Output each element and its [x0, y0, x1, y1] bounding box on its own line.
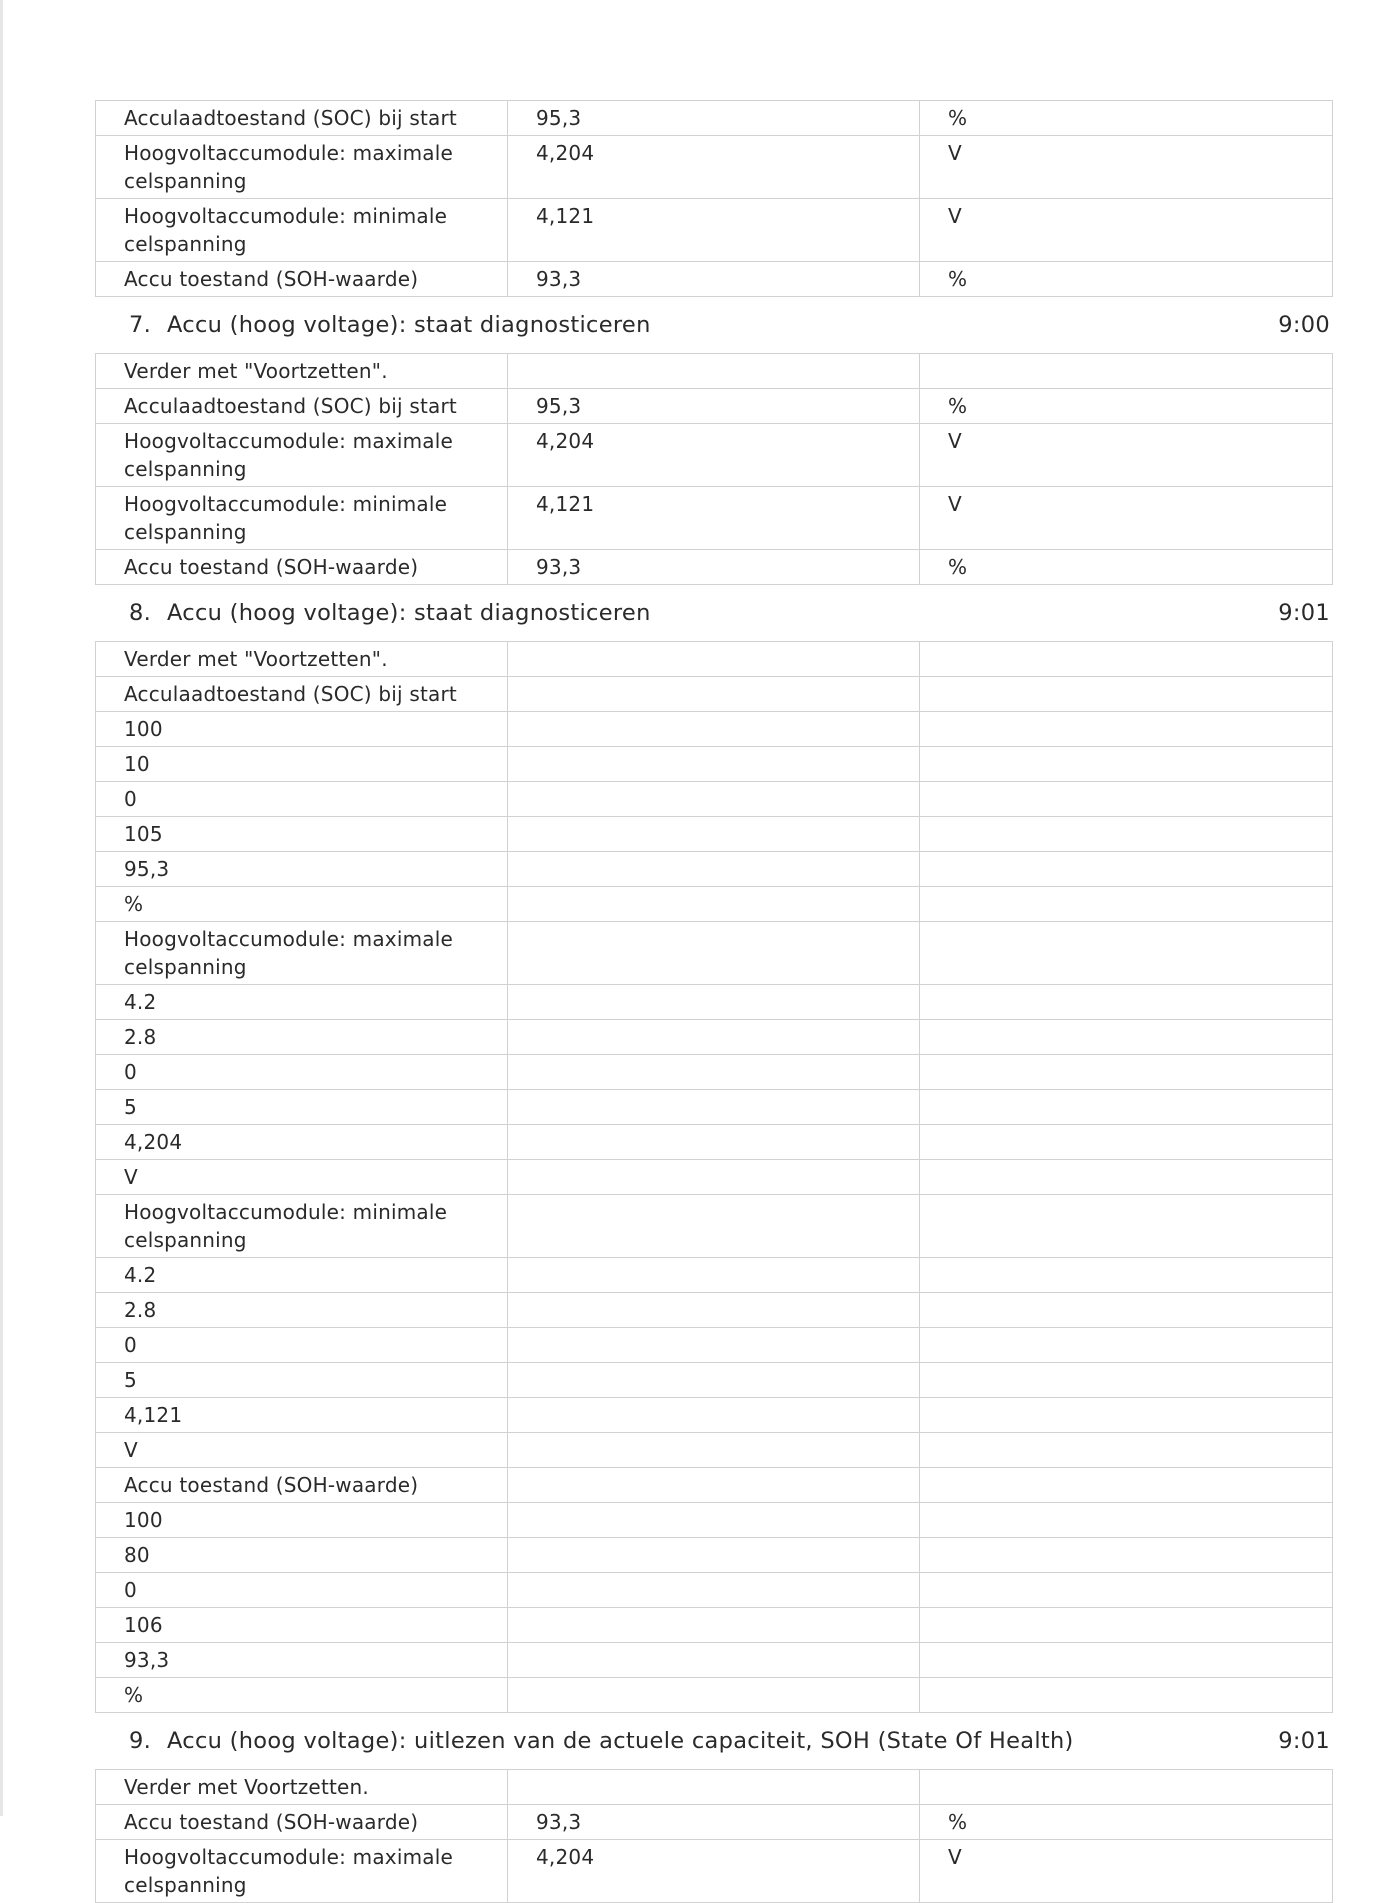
value-cell — [508, 1433, 920, 1468]
page-edge — [0, 0, 3, 1816]
label-cell: Accu toestand (SOH-waarde) — [96, 1805, 508, 1840]
value-cell — [508, 1363, 920, 1398]
value-cell: 95,3 — [508, 101, 920, 136]
unit-cell — [920, 922, 1333, 985]
unit-cell — [920, 747, 1333, 782]
label-cell: Accu toestand (SOH-waarde) — [96, 550, 508, 585]
step-title — [95, 312, 651, 338]
value-cell: 4,204 — [508, 136, 920, 199]
table-row — [96, 1573, 1333, 1608]
label-cell: 2.8 — [96, 1293, 508, 1328]
value-cell — [508, 852, 920, 887]
label-cell: 4.2 — [96, 1258, 508, 1293]
value-cell — [508, 1538, 920, 1573]
label-cell: 0 — [96, 1055, 508, 1090]
value-cell: 93,3 — [508, 550, 920, 585]
table-row — [96, 782, 1333, 817]
step-title-text: Accu (hoog voltage): uitlezen van de actuele capaciteit, SOH (State Of Health) — [167, 1728, 1074, 1754]
label-cell: 95,3 — [96, 852, 508, 887]
value-cell — [508, 1020, 920, 1055]
label-cell: 4.2 — [96, 985, 508, 1020]
unit-cell: % — [920, 550, 1333, 585]
measurement-table — [95, 100, 1333, 297]
table-row — [96, 1643, 1333, 1678]
value-cell — [508, 1678, 920, 1713]
label-cell: Acculaadtoestand (SOC) bij start — [96, 389, 508, 424]
value-cell — [508, 1328, 920, 1363]
step-heading — [95, 585, 1332, 641]
unit-cell — [920, 1328, 1333, 1363]
value-cell — [508, 817, 920, 852]
table-row — [96, 747, 1333, 782]
table-row — [96, 1398, 1333, 1433]
unit-cell — [920, 1293, 1333, 1328]
label-cell: % — [96, 1678, 508, 1713]
value-cell — [508, 354, 920, 389]
step-title — [95, 600, 651, 626]
unit-cell — [920, 1608, 1333, 1643]
value-cell — [508, 922, 920, 985]
table-row — [96, 1678, 1333, 1713]
unit-cell — [920, 985, 1333, 1020]
table-row — [96, 887, 1333, 922]
report-content — [95, 100, 1332, 1903]
unit-cell — [920, 1538, 1333, 1573]
label-cell: Verder met "Voortzetten". — [96, 642, 508, 677]
unit-cell: % — [920, 101, 1333, 136]
table-row — [96, 642, 1333, 677]
label-cell: 93,3 — [96, 1643, 508, 1678]
table-row — [96, 1840, 1333, 1903]
unit-cell — [920, 677, 1333, 712]
step-heading — [95, 1713, 1332, 1769]
label-cell: Hoogvoltaccumodule: maximale celspanning — [96, 922, 508, 985]
step-title-text: Accu (hoog voltage): staat diagnosticeren — [167, 312, 651, 338]
table-row — [96, 922, 1333, 985]
value-cell — [508, 887, 920, 922]
value-cell: 93,3 — [508, 262, 920, 297]
table-row — [96, 1160, 1333, 1195]
label-cell: V — [96, 1160, 508, 1195]
table-row — [96, 1293, 1333, 1328]
step-title — [95, 1728, 1074, 1754]
label-cell: Acculaadtoestand (SOC) bij start — [96, 677, 508, 712]
value-cell — [508, 1258, 920, 1293]
label-cell: 5 — [96, 1363, 508, 1398]
value-cell — [508, 1160, 920, 1195]
table-row — [96, 1468, 1333, 1503]
value-cell — [508, 747, 920, 782]
table-row — [96, 354, 1333, 389]
table-row — [96, 1538, 1333, 1573]
label-cell: 106 — [96, 1608, 508, 1643]
measurement-table — [95, 1769, 1333, 1903]
value-cell — [508, 677, 920, 712]
label-cell: Hoogvoltaccumodule: minimale celspanning — [96, 199, 508, 262]
unit-cell — [920, 1503, 1333, 1538]
table-row — [96, 550, 1333, 585]
table-row — [96, 424, 1333, 487]
value-cell — [508, 985, 920, 1020]
step-number: 7. — [129, 312, 152, 338]
unit-cell — [920, 1678, 1333, 1713]
label-cell: 105 — [96, 817, 508, 852]
label-cell: 100 — [96, 712, 508, 747]
value-cell: 4,121 — [508, 487, 920, 550]
unit-cell — [920, 354, 1333, 389]
table-row — [96, 1433, 1333, 1468]
value-cell — [508, 642, 920, 677]
label-cell: 80 — [96, 1538, 508, 1573]
label-cell: 100 — [96, 1503, 508, 1538]
label-cell: 0 — [96, 782, 508, 817]
unit-cell: V — [920, 487, 1333, 550]
table-row — [96, 262, 1333, 297]
unit-cell — [920, 1055, 1333, 1090]
unit-cell — [920, 1258, 1333, 1293]
label-cell: 4,204 — [96, 1125, 508, 1160]
value-cell — [508, 1503, 920, 1538]
unit-cell — [920, 642, 1333, 677]
table-row — [96, 817, 1333, 852]
label-cell: 2.8 — [96, 1020, 508, 1055]
step-number: 9. — [129, 1728, 152, 1754]
unit-cell — [920, 1363, 1333, 1398]
label-cell: Hoogvoltaccumodule: maximale celspanning — [96, 1840, 508, 1903]
step-number: 8. — [129, 600, 152, 626]
unit-cell — [920, 1573, 1333, 1608]
table-row — [96, 985, 1333, 1020]
table-row — [96, 199, 1333, 262]
label-cell: 4,121 — [96, 1398, 508, 1433]
unit-cell — [920, 817, 1333, 852]
table-row — [96, 487, 1333, 550]
unit-cell — [920, 1160, 1333, 1195]
table-row — [96, 1805, 1333, 1840]
label-cell: Accu toestand (SOH-waarde) — [96, 1468, 508, 1503]
label-cell: 5 — [96, 1090, 508, 1125]
unit-cell — [920, 1643, 1333, 1678]
table-row — [96, 1363, 1333, 1398]
unit-cell — [920, 1433, 1333, 1468]
unit-cell: % — [920, 1805, 1333, 1840]
label-cell: Acculaadtoestand (SOC) bij start — [96, 101, 508, 136]
value-cell — [508, 782, 920, 817]
value-cell — [508, 1573, 920, 1608]
unit-cell: V — [920, 136, 1333, 199]
step-time: 9:01 — [1278, 1728, 1330, 1754]
unit-cell — [920, 1125, 1333, 1160]
value-cell: 95,3 — [508, 389, 920, 424]
step-time: 9:01 — [1278, 600, 1330, 626]
label-cell: Verder met Voortzetten. — [96, 1770, 508, 1805]
unit-cell — [920, 1398, 1333, 1433]
measurement-table — [95, 353, 1333, 585]
unit-cell — [920, 712, 1333, 747]
table-row — [96, 1090, 1333, 1125]
label-cell: Hoogvoltaccumodule: minimale celspanning — [96, 487, 508, 550]
table-row — [96, 136, 1333, 199]
label-cell: 0 — [96, 1328, 508, 1363]
unit-cell — [920, 1090, 1333, 1125]
label-cell: 0 — [96, 1573, 508, 1608]
value-cell — [508, 1293, 920, 1328]
value-cell — [508, 1643, 920, 1678]
table-row — [96, 1195, 1333, 1258]
value-cell: 93,3 — [508, 1805, 920, 1840]
label-cell: % — [96, 887, 508, 922]
unit-cell — [920, 887, 1333, 922]
value-cell — [508, 1770, 920, 1805]
value-cell: 4,204 — [508, 1840, 920, 1903]
unit-cell — [920, 1468, 1333, 1503]
step-heading — [95, 297, 1332, 353]
label-cell: 10 — [96, 747, 508, 782]
value-cell — [508, 1090, 920, 1125]
table-row — [96, 677, 1333, 712]
table-row — [96, 712, 1333, 747]
table-row — [96, 1503, 1333, 1538]
unit-cell — [920, 1770, 1333, 1805]
label-cell: Accu toestand (SOH-waarde) — [96, 262, 508, 297]
table-row — [96, 101, 1333, 136]
unit-cell: V — [920, 1840, 1333, 1903]
unit-cell — [920, 1195, 1333, 1258]
table-row — [96, 1770, 1333, 1805]
unit-cell: % — [920, 389, 1333, 424]
label-cell: Hoogvoltaccumodule: maximale celspanning — [96, 136, 508, 199]
table-row — [96, 1055, 1333, 1090]
label-cell: Hoogvoltaccumodule: minimale celspanning — [96, 1195, 508, 1258]
value-cell — [508, 1055, 920, 1090]
measurement-table — [95, 641, 1333, 1713]
value-cell: 4,121 — [508, 199, 920, 262]
unit-cell: V — [920, 424, 1333, 487]
label-cell: Hoogvoltaccumodule: maximale celspanning — [96, 424, 508, 487]
step-title-text: Accu (hoog voltage): staat diagnosticeren — [167, 600, 651, 626]
value-cell — [508, 1468, 920, 1503]
unit-cell: V — [920, 199, 1333, 262]
value-cell — [508, 1125, 920, 1160]
value-cell: 4,204 — [508, 424, 920, 487]
step-time: 9:00 — [1278, 312, 1330, 338]
table-row — [96, 1328, 1333, 1363]
table-row — [96, 1125, 1333, 1160]
value-cell — [508, 1398, 920, 1433]
value-cell — [508, 1195, 920, 1258]
table-row — [96, 852, 1333, 887]
unit-cell — [920, 1020, 1333, 1055]
label-cell: V — [96, 1433, 508, 1468]
value-cell — [508, 712, 920, 747]
table-row — [96, 1258, 1333, 1293]
table-row — [96, 1020, 1333, 1055]
unit-cell — [920, 852, 1333, 887]
unit-cell: % — [920, 262, 1333, 297]
table-row — [96, 1608, 1333, 1643]
unit-cell — [920, 782, 1333, 817]
table-row — [96, 389, 1333, 424]
value-cell — [508, 1608, 920, 1643]
label-cell: Verder met "Voortzetten". — [96, 354, 508, 389]
